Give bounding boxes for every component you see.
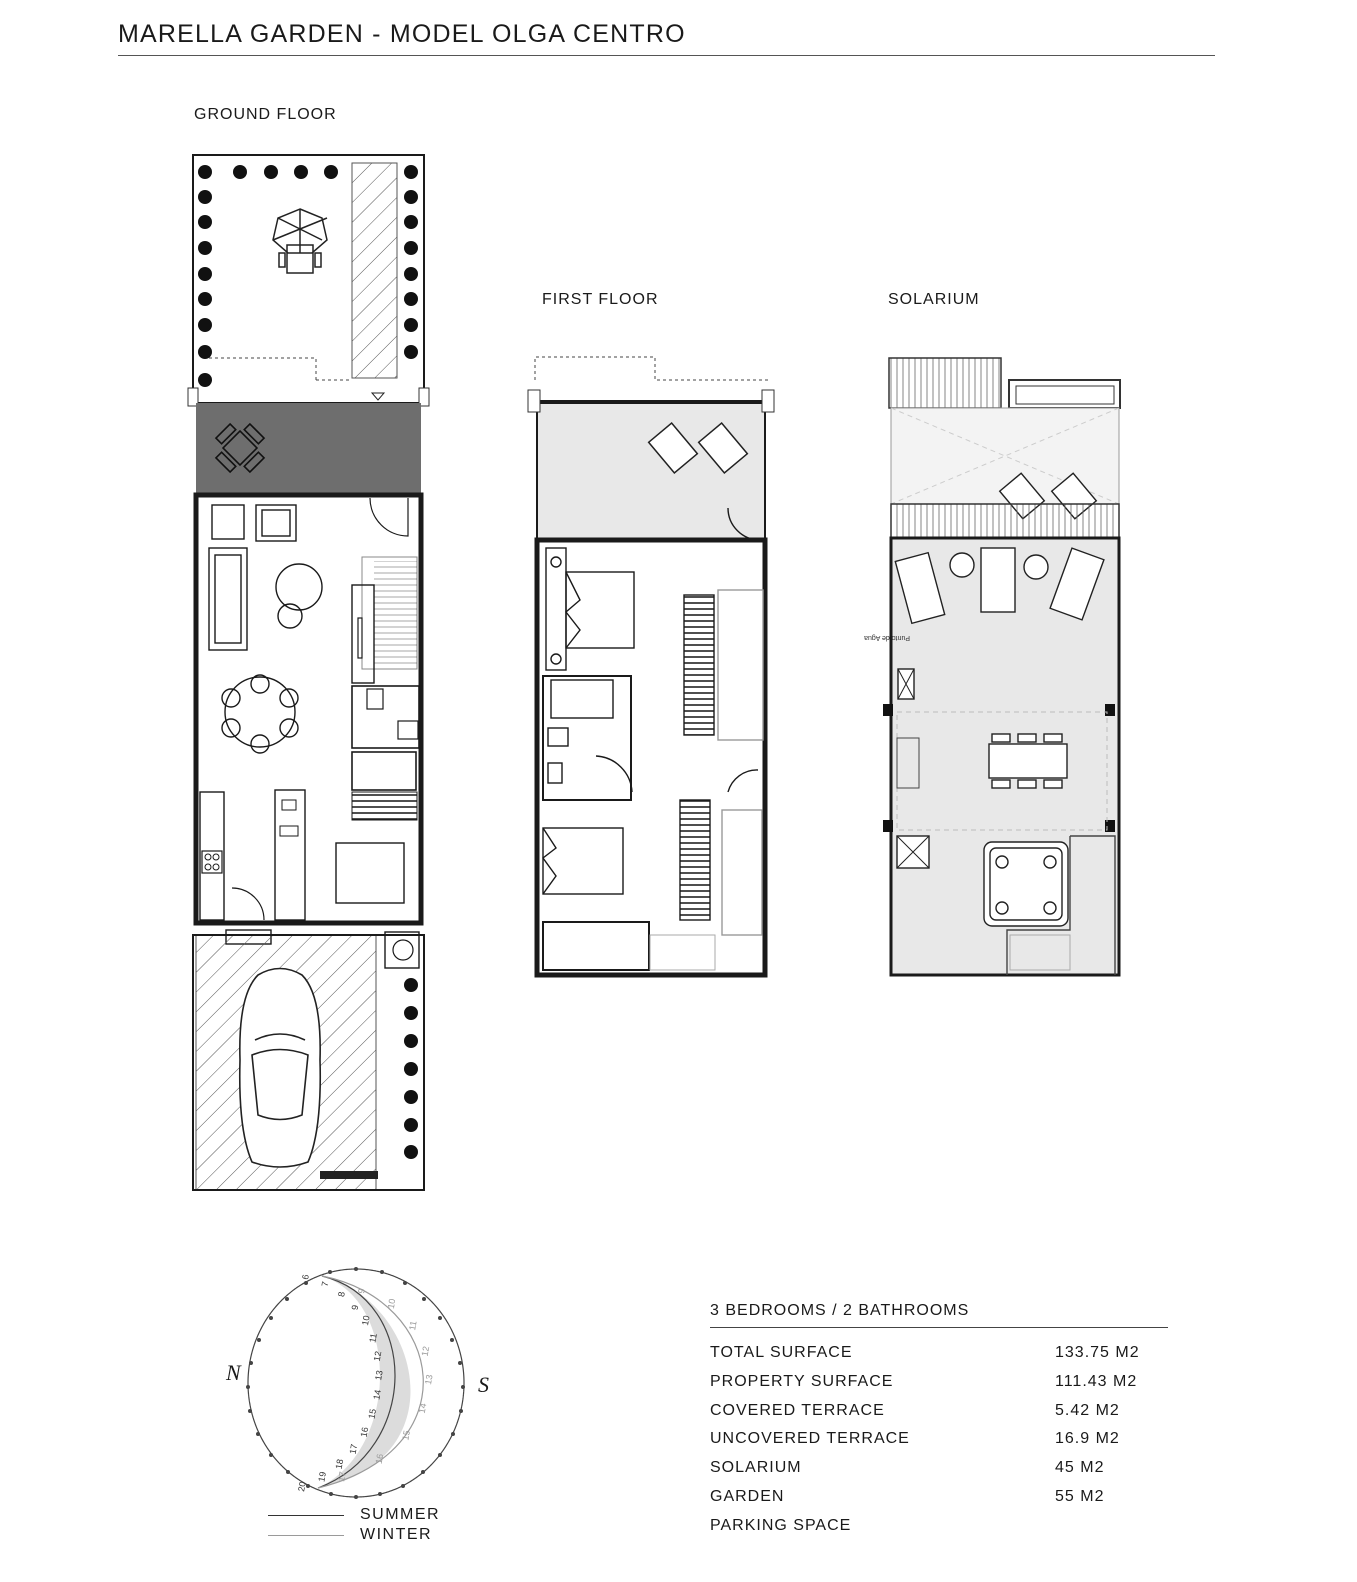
summer-hour-label: 11 <box>367 1332 379 1344</box>
ground-floor-plan <box>188 155 429 1190</box>
parking-space <box>193 935 424 1190</box>
winter-hour-label: 17 <box>336 1470 348 1483</box>
spec-value: 55 M2 <box>1055 1487 1105 1505</box>
page-title: MARELLA GARDEN - MODEL OLGA CENTRO <box>118 20 686 48</box>
summer-hour-label: 20 <box>296 1480 308 1493</box>
spec-row <box>710 1482 1168 1511</box>
solarium-plan <box>864 358 1120 975</box>
jacuzzi-icon <box>984 842 1068 926</box>
spec-label: PROPERTY SURFACE <box>710 1372 894 1390</box>
north-label: N <box>226 1360 241 1385</box>
spec-row <box>710 1396 1168 1425</box>
spec-label: UNCOVERED TERRACE <box>710 1430 910 1448</box>
specs-table <box>710 1302 1168 1540</box>
south-label: S <box>478 1372 489 1397</box>
spec-label: COVERED TERRACE <box>710 1401 885 1419</box>
spec-label: PARKING SPACE <box>710 1516 852 1534</box>
car-icon <box>240 969 321 1168</box>
solarium-loungers <box>895 548 1104 623</box>
sun-path-compass <box>246 1267 465 1499</box>
spec-rows <box>710 1338 1168 1540</box>
winter-hour-label: 10 <box>385 1297 398 1310</box>
water-point-note: Punto de Agua <box>864 634 910 641</box>
spec-row <box>710 1367 1168 1396</box>
summer-hour-label: 13 <box>373 1369 385 1382</box>
summer-hour-label: 18 <box>333 1458 346 1470</box>
summer-hour-label: 6 <box>300 1273 311 1281</box>
winter-hour-label: 13 <box>422 1373 435 1386</box>
spec-label: GARDEN <box>710 1487 785 1505</box>
winter-line <box>268 1535 344 1536</box>
spec-row <box>710 1511 1168 1540</box>
summer-hour-label: 17 <box>347 1443 360 1455</box>
specs-heading: 3 BEDROOMS / 2 BATHROOMS <box>710 1302 1168 1328</box>
solarium-label: SOLARIUM <box>888 291 980 308</box>
legend-winter-label: WINTER <box>360 1526 433 1543</box>
ground-floor-interior <box>196 495 421 968</box>
winter-hour-label: 16 <box>373 1452 386 1465</box>
spec-label: SOLARIUM <box>710 1459 802 1477</box>
spec-label: TOTAL SURFACE <box>710 1344 853 1361</box>
winter-hour-label: 11 <box>407 1320 419 1332</box>
summer-hour-label: 12 <box>371 1350 384 1362</box>
summer-hour-label: 9 <box>349 1304 361 1311</box>
spec-value: 133.75 M2 <box>1055 1344 1140 1361</box>
winter-hour-label: 15 <box>400 1429 413 1442</box>
winter-hour-label: 9 <box>356 1287 367 1295</box>
spec-row <box>710 1424 1168 1453</box>
summer-hour-label: 16 <box>358 1426 371 1438</box>
spec-value: 16.9 M2 <box>1055 1430 1120 1448</box>
dining-table-icon <box>989 734 1067 788</box>
parasol-table-icon <box>273 209 327 273</box>
spec-value: 5.42 M2 <box>1055 1401 1120 1419</box>
winter-hour-label: 14 <box>416 1402 429 1415</box>
spec-value: 111.43 M2 <box>1055 1372 1138 1390</box>
ground-floor-label: GROUND FLOOR <box>194 106 337 123</box>
legend-summer-label: SUMMER <box>360 1506 441 1523</box>
spec-value: 45 M2 <box>1055 1459 1105 1477</box>
summer-hour-label: 19 <box>316 1470 329 1483</box>
summer-line <box>268 1515 344 1516</box>
spec-row <box>710 1453 1168 1482</box>
covered-terrace <box>196 403 421 495</box>
winter-hour-label: 12 <box>419 1345 432 1357</box>
summer-hour-label: 8 <box>336 1290 347 1298</box>
spec-row <box>710 1338 1168 1367</box>
summer-hour-label: 7 <box>319 1280 331 1288</box>
front-garden <box>188 155 429 406</box>
first-floor-plan <box>528 357 774 975</box>
summer-hour-label: 15 <box>366 1408 379 1420</box>
summer-hour-label: 10 <box>360 1314 372 1327</box>
parking-hedge-dots <box>404 978 418 1159</box>
summer-hour-label: 14 <box>371 1388 383 1401</box>
first-floor-label: FIRST FLOOR <box>542 291 659 308</box>
